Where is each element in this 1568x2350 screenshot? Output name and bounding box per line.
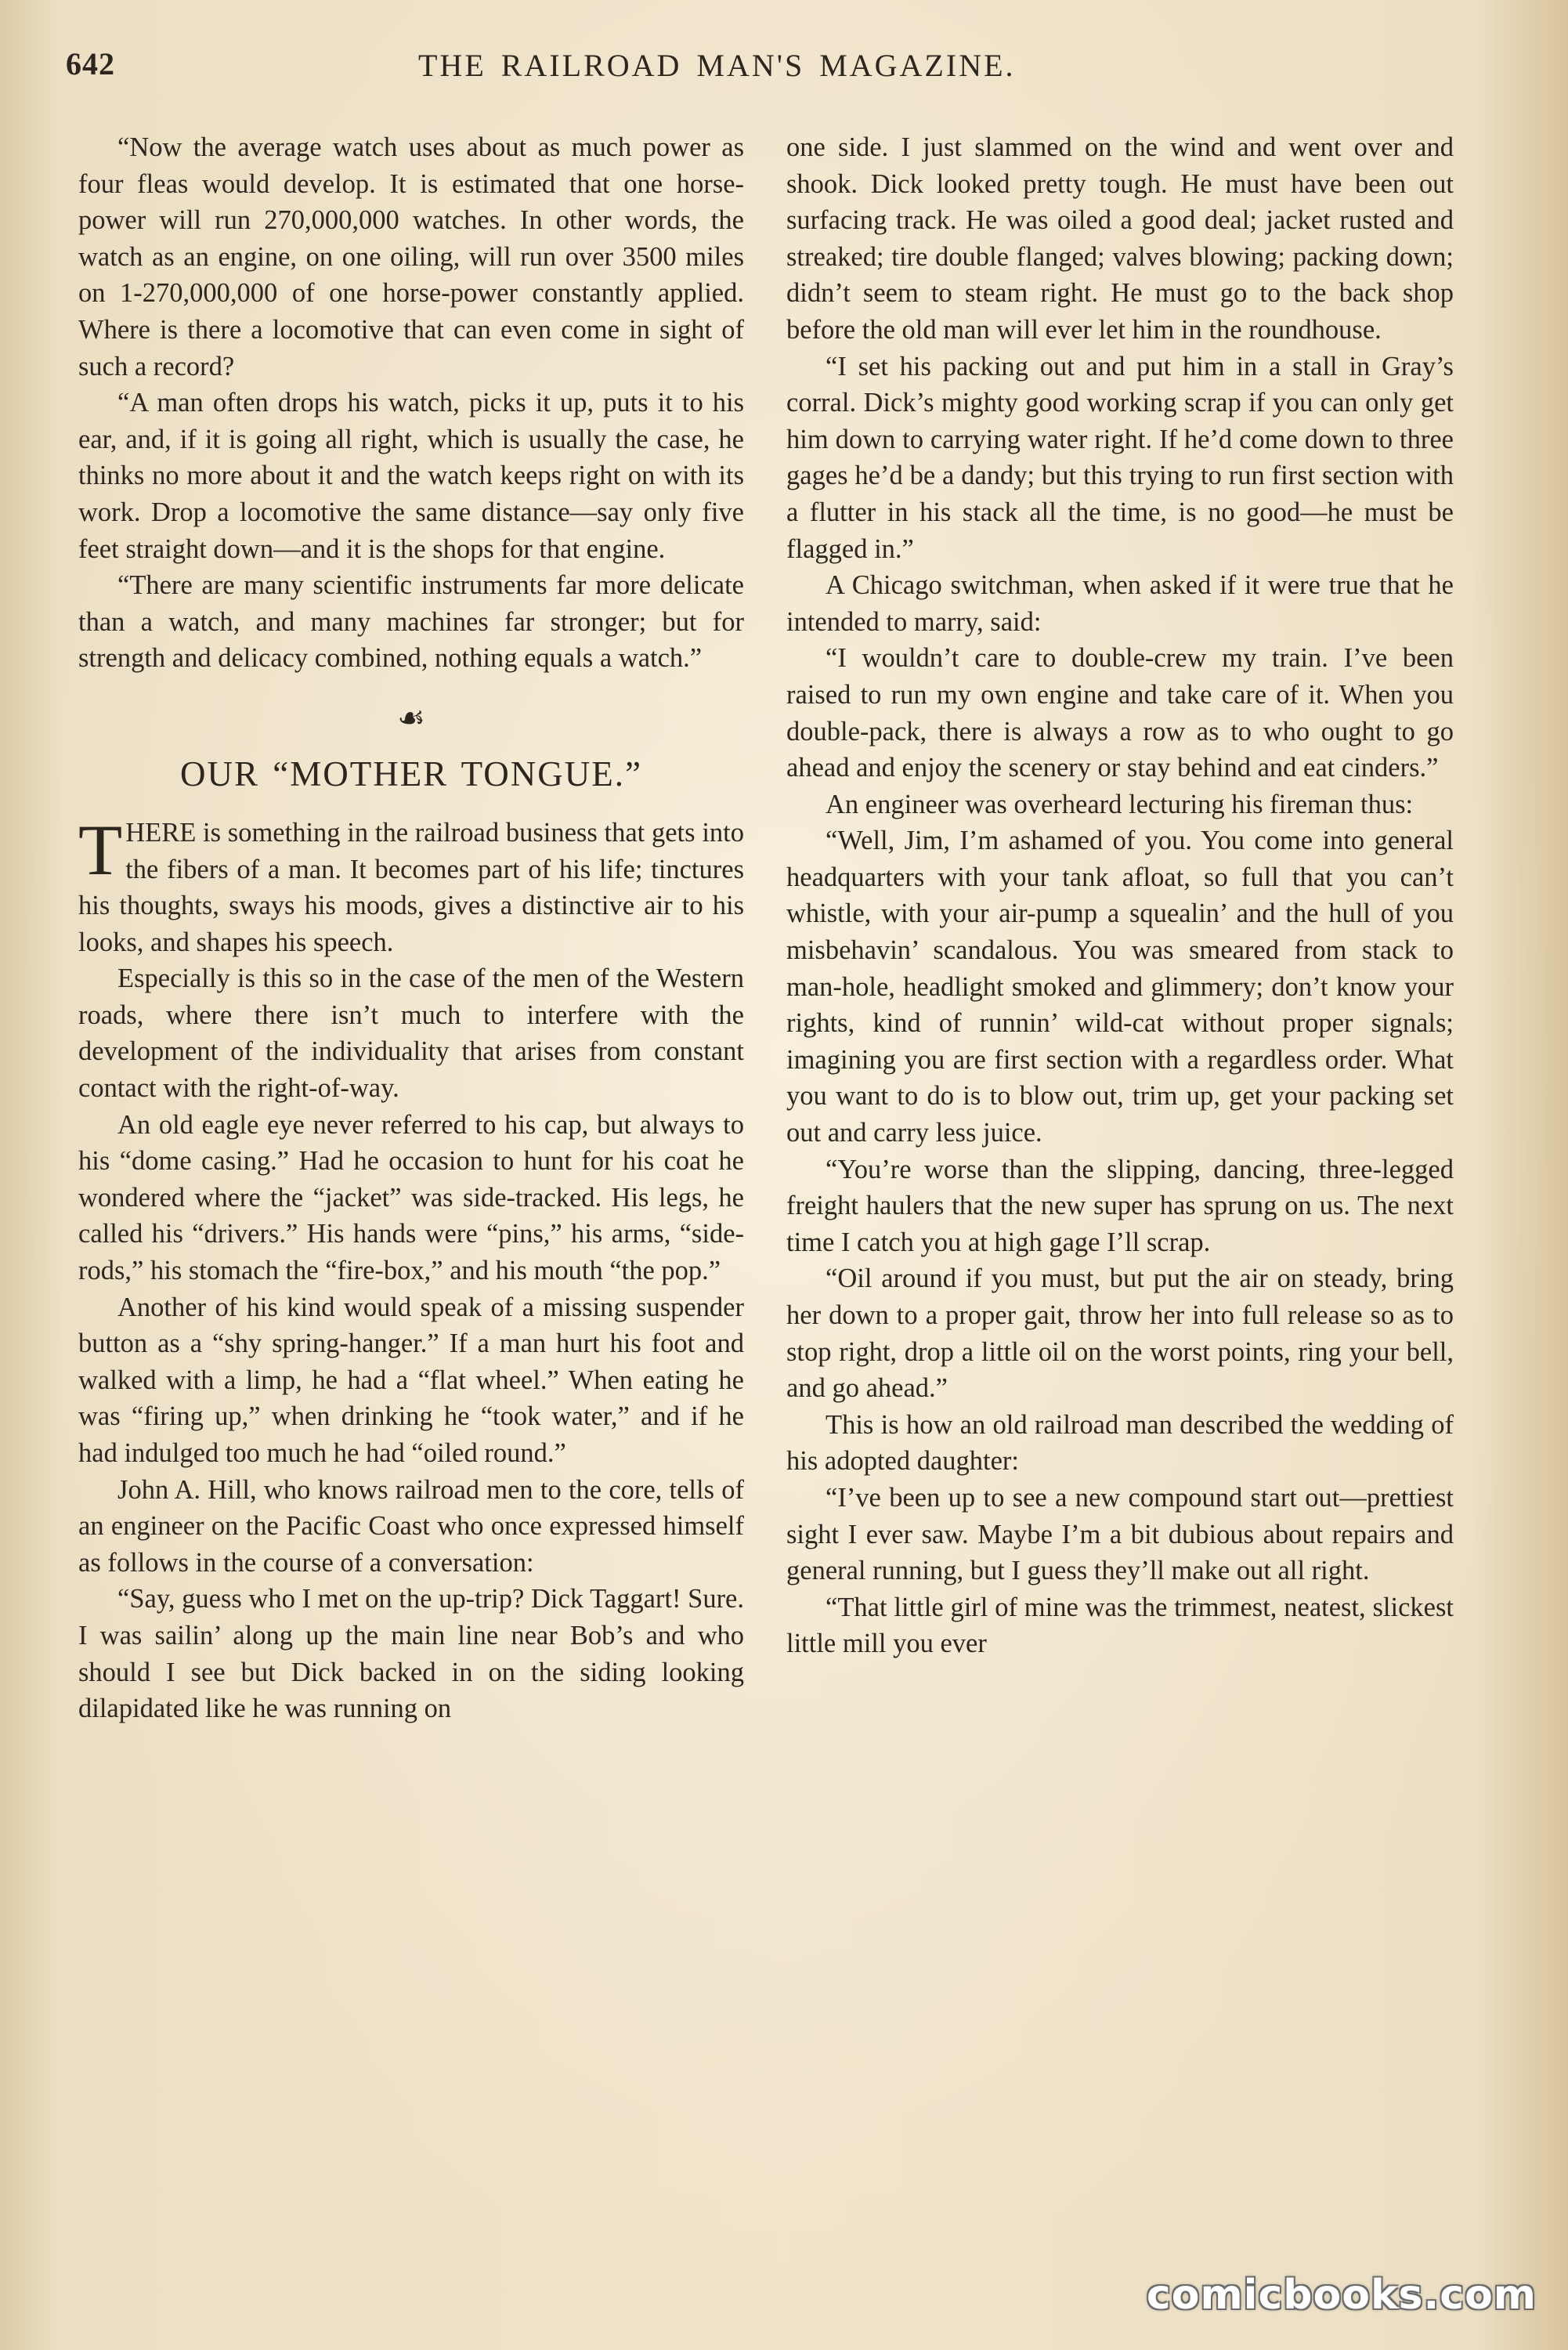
paragraph: “I’ve been up to see a new compound start out—prettiest sight I ever saw. Maybe I’m a bit dubious about repairs and general running, but I guess they’ll make out all right.: [786, 1482, 1454, 1586]
running-title: THE RAILROAD MAN'S MAGAZINE.: [418, 48, 1016, 83]
paragraph: A Chicago switchman, when asked if it were true that he intended to marry, said:: [786, 570, 1454, 637]
paragraph: “I set his packing out and put him in a stall in Gray’s corral. Dick’s mighty good working scrap if you can only get him down to carrying water right. If he’d come down to three gages he’d be a dandy; but this trying to run first section with a flutter in his stack all the time, is no good—he must be flagged in.”: [786, 351, 1454, 564]
paragraph: “Oil around if you must, but put the air on steady, bring her down to a proper gait, throw her into full release so as to stop right, drop a little oil on the worst points, ring your bell, and go ahead.”: [786, 1264, 1454, 1404]
left-column: [78, 129, 744, 2244]
paragraph: This is how an old railroad man described the wedding of his adopted daughter:: [786, 1409, 1454, 1477]
paragraph: Especially is this so in the case of the men of the Western roads, where there isn’t much to interfere with the development of the individuality that arises from constant contact with the right-of-way.: [78, 964, 744, 1104]
right-column: [786, 129, 1454, 2244]
paragraph: John A. Hill, who knows railroad men to the core, tells of an engineer on the Pacific Coast who once expressed himself as follows in the course of a conversation:: [78, 1474, 744, 1578]
paragraph: “Say, guess who I met on the up-trip? Dick Taggart! Sure. I was sailin’ along up the main line near Bob’s and who should I see but Dick backed in on the siding looking dilapidated like he was running on: [78, 1584, 744, 1724]
paragraph-continued: one side. I just slammed on the wind and went over and shook. Dick looked pretty tough. He must have been out surfacing track. He was oiled a good deal; jacket rusted and streaked; tire double flanged; valves blowing; packing down; didn’t seem to steam right. He must go to the back shop before the old man will ever let him in the roundhouse.: [786, 132, 1454, 345]
site-watermark: comicbooks.com: [1146, 2272, 1537, 2319]
section-heading: OUR “MOTHER TONGUE.”: [179, 754, 643, 794]
page-header: [66, 45, 1476, 92]
paragraph: “Now the average watch uses about as much power as four fleas would develop. It is estimated that one horse-power will run 270,000,000 watches. In other words, the watch as an engine, on one oiling, will run over 3500 miles on 1-270,000,000 of one horse-power constantly applied. Where is there a locomotive that can even come in sight of such a record?: [78, 132, 744, 381]
page-number: 642: [66, 46, 115, 81]
paragraph: “There are many scientific instruments far more delicate than a watch, and many machines far stronger; but for strength and delicacy combined, nothing equals a watch.”: [78, 570, 744, 674]
paragraph: Another of his kind would speak of a missing suspender button as a “shy spring-hanger.” If a man hurt his foot and walked with a limp, he had a “flat wheel.” When eating he was “firing up,” when drinking he “took water,” and if he had indulged too much he had “oiled round.”: [78, 1292, 744, 1468]
paragraph: “I wouldn’t care to double-crew my train. I’ve been raised to run my own engine and take care of it. When you double-pack, there is always a row as to who ought to go ahead and enjoy the scenery or stay behind and eat cinders.”: [786, 643, 1454, 783]
paragraph: “That little girl of mine was the trimmest, neatest, slickest little mill you ever: [786, 1592, 1454, 1659]
paragraph: “A man often drops his watch, picks it up, puts it to his ear, and, if it is going all right, which is usually the case, he thinks no more about it and the watch keeps right on with its work. Drop a locomotive the same distance—say only five feet straight down—and it is the shops for that engine.: [78, 388, 744, 564]
lead-paragraph-text: HERE is something in the railroad business that gets into the fibers of a man. It becomes part of his life; tinctures his thoughts, sways his moods, gives a distinctive air to his looks, and shapes his speech.: [78, 817, 744, 957]
paragraph: An engineer was overheard lecturing his fireman thus:: [826, 789, 1414, 819]
lead-paragraph: [78, 809, 744, 960]
fleuron-ornament-icon: ☙: [397, 700, 425, 736]
paragraph: “Well, Jim, I’m ashamed of you. You come into general headquarters with your tank afloat, so full that you can’t whistle, with your air-pump a squealin’ and the hull of you misbehavin’ scandalous. You was smeared from stack to man-hole, headlight smoked and glimmery; don’t know your rights, kind of runnin’ wild-cat without proper signals; imagining you are first section with a regardless order. What you want to do is to blow out, trim up, get your packing set out and carry less juice.: [786, 826, 1454, 1148]
paragraph: An old eagle eye never referred to his cap, but always to his “dome casing.” Had he occasion to hunt for his coat he wondered where the “jacket” was side-tracked. His legs, he called his “drivers.” His hands were “pins,” his arms, “side-rods,” his stomach the “fire-box,” and his mouth “the pop.”: [78, 1109, 744, 1286]
paragraph: “You’re worse than the slipping, dancing, three-legged freight haulers that the new super has sprung on us. The next time I catch you at high gage I’ll scrap.: [786, 1154, 1454, 1257]
drop-cap: T: [78, 809, 123, 890]
